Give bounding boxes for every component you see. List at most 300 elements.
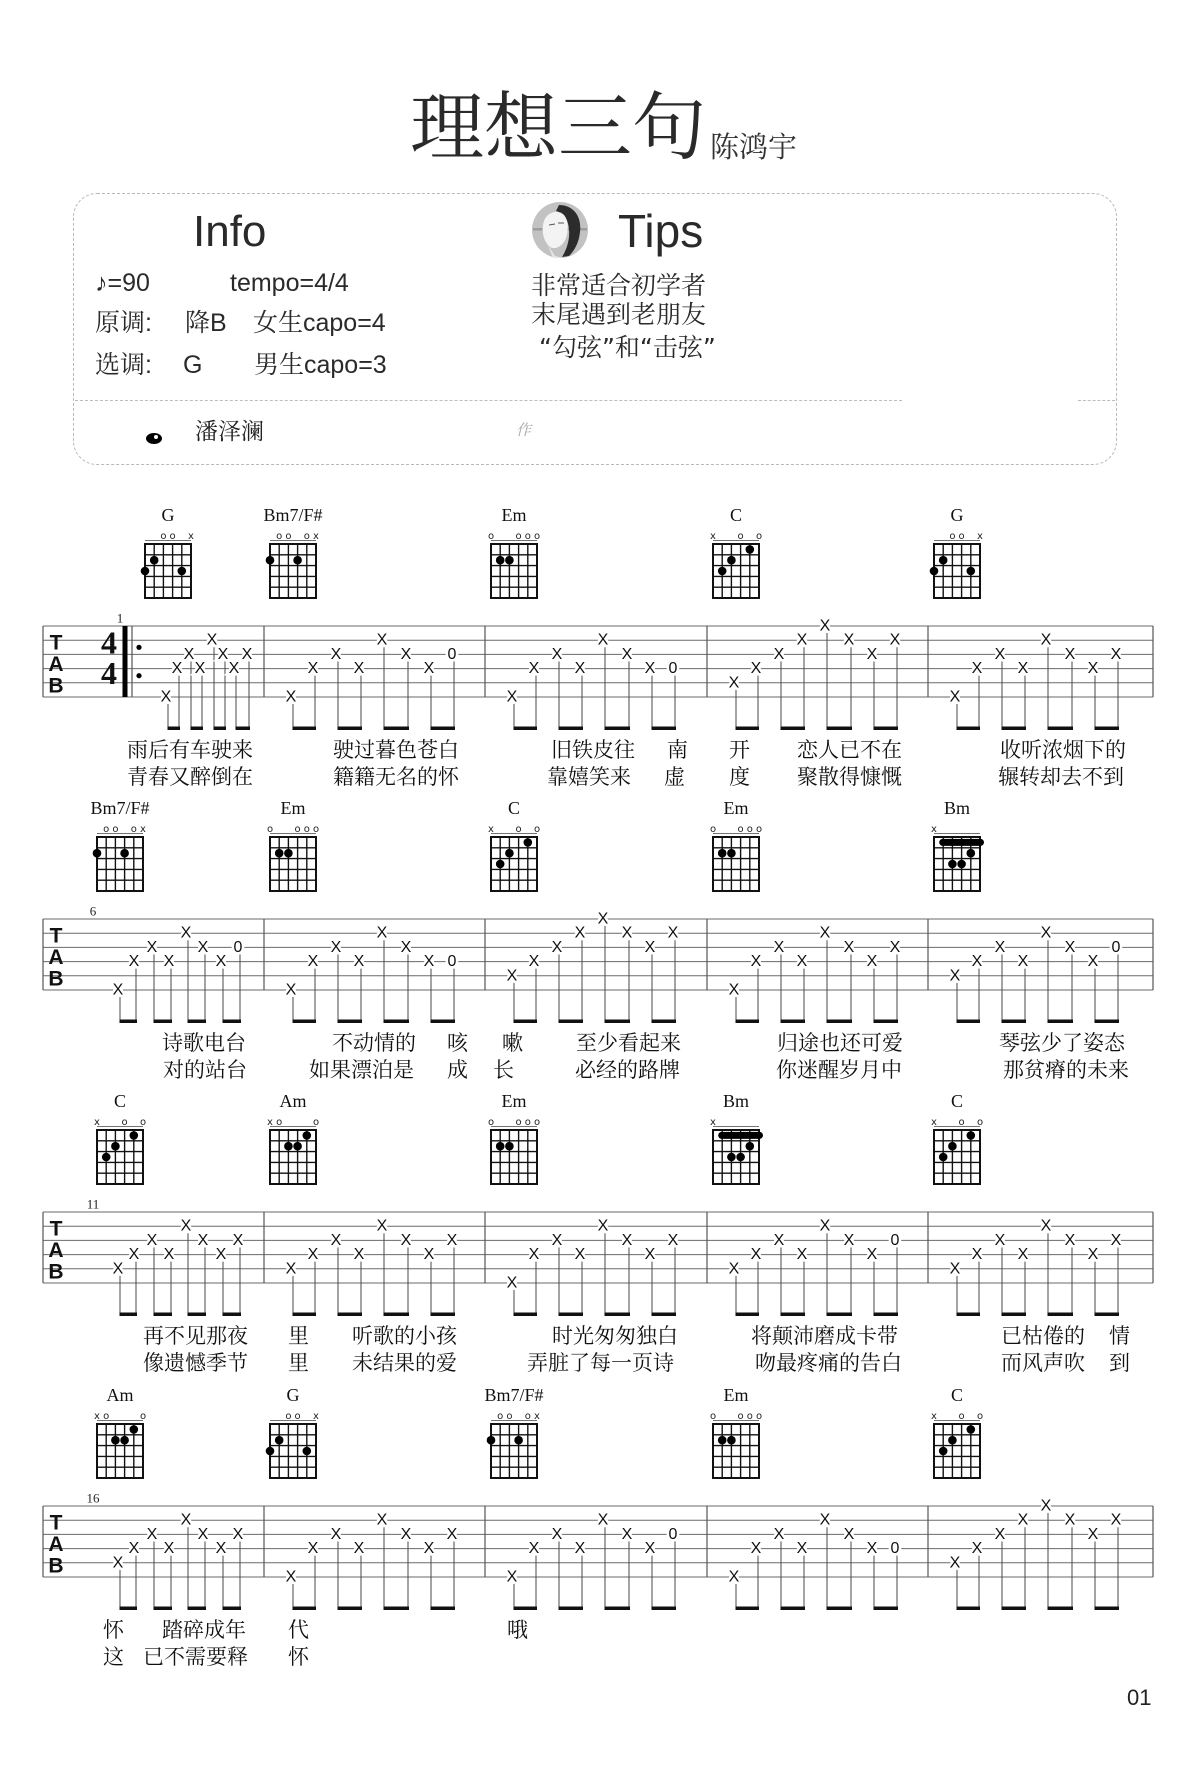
muted-note: X bbox=[506, 1568, 518, 1586]
lyric-text: 听歌的小孩 bbox=[352, 1324, 457, 1348]
muted-note: X bbox=[376, 1217, 388, 1235]
original-key-value: 降B bbox=[185, 309, 227, 337]
open-string-marker: o bbox=[169, 531, 176, 542]
muted-note: X bbox=[215, 953, 227, 971]
muted-note: X bbox=[971, 953, 983, 971]
eighth-beam bbox=[652, 1607, 677, 1611]
open-string-note: 0 bbox=[668, 1525, 678, 1543]
tab-clef: A bbox=[48, 946, 64, 969]
muted-note: X bbox=[163, 953, 175, 971]
tips-heading: Tips bbox=[618, 205, 704, 257]
chord-name: C bbox=[729, 505, 743, 525]
muted-note: X bbox=[232, 1231, 244, 1249]
chord-name: C bbox=[950, 1385, 964, 1405]
eighth-beam bbox=[191, 727, 204, 731]
eighth-beam bbox=[338, 1020, 363, 1024]
lyric-text: 嗽 bbox=[502, 1031, 523, 1055]
muted-string-marker: x bbox=[313, 531, 319, 542]
muted-note: X bbox=[1040, 1497, 1052, 1515]
finger-dot bbox=[718, 567, 727, 576]
eighth-beam bbox=[188, 1607, 207, 1611]
measure bbox=[90, 798, 242, 1023]
signature-mark: 作 bbox=[516, 422, 532, 439]
chord-diagram bbox=[488, 531, 540, 598]
finger-dot bbox=[727, 1153, 736, 1162]
muted-string-marker: x bbox=[931, 1411, 937, 1422]
open-string-note: 0 bbox=[1111, 938, 1121, 956]
muted-note: X bbox=[197, 1231, 209, 1249]
muted-note: X bbox=[112, 1554, 124, 1572]
muted-note: X bbox=[1087, 1525, 1099, 1543]
chord-diagram bbox=[141, 531, 194, 598]
muted-note: X bbox=[843, 631, 855, 649]
time-signature: 4 bbox=[101, 624, 117, 661]
lyric-text: 辗转却去不到 bbox=[998, 765, 1124, 789]
chord-diagram bbox=[267, 824, 319, 891]
eighth-beam bbox=[384, 727, 410, 731]
eighth-beam bbox=[1002, 727, 1027, 731]
muted-note: X bbox=[949, 688, 961, 706]
chord-diagram bbox=[710, 1411, 762, 1478]
eighth-beam bbox=[652, 727, 677, 731]
eighth-beam bbox=[957, 1607, 981, 1611]
chord-diagram bbox=[488, 1117, 540, 1184]
muted-note: X bbox=[241, 645, 253, 663]
finger-dot bbox=[948, 860, 957, 869]
muted-note: X bbox=[163, 1540, 175, 1558]
muted-string-marker: x bbox=[313, 1411, 319, 1422]
muted-note: X bbox=[446, 1231, 458, 1249]
lyric-text: 再不见那夜 bbox=[143, 1324, 248, 1348]
open-string-marker: o bbox=[755, 824, 763, 835]
muted-note: X bbox=[217, 645, 229, 663]
chord-name: C bbox=[950, 1091, 964, 1111]
muted-note: X bbox=[1110, 1511, 1122, 1529]
eighth-beam bbox=[223, 1020, 242, 1024]
lyric-text: 籍籍无名的怀 bbox=[333, 765, 459, 789]
muted-note: X bbox=[597, 910, 609, 928]
open-string-marker: o bbox=[515, 1117, 522, 1128]
open-string-marker: o bbox=[487, 531, 495, 542]
open-string-marker: o bbox=[746, 1411, 753, 1422]
eighth-beam bbox=[1002, 1020, 1027, 1024]
open-string-marker: o bbox=[139, 1117, 147, 1128]
open-string-marker: o bbox=[524, 531, 531, 542]
muted-note: X bbox=[843, 938, 855, 956]
muted-note: X bbox=[773, 1525, 785, 1543]
muted-note: X bbox=[1064, 1231, 1076, 1249]
muted-note: X bbox=[597, 1511, 609, 1529]
open-string-marker: o bbox=[737, 531, 744, 542]
muted-note: X bbox=[728, 1260, 740, 1278]
muted-note: X bbox=[400, 1231, 412, 1249]
lyric-text: 情 bbox=[1109, 1324, 1130, 1348]
muted-note: X bbox=[330, 1231, 342, 1249]
muted-note: X bbox=[1064, 645, 1076, 663]
muted-note: X bbox=[163, 1246, 175, 1264]
finger-dot bbox=[487, 1436, 496, 1445]
finger-dot bbox=[93, 849, 102, 858]
eighth-beam bbox=[1048, 1313, 1074, 1317]
muted-note: X bbox=[194, 660, 206, 678]
lyric-text: 诗歌电台 bbox=[162, 1031, 246, 1055]
tab-system bbox=[43, 505, 1153, 789]
measure bbox=[710, 1091, 900, 1316]
muted-string-marker: x bbox=[140, 824, 146, 835]
lyric-text: 琴弦少了姿态 bbox=[999, 1031, 1125, 1055]
lyric-text: 雨后有车驶来 bbox=[127, 738, 253, 762]
lyric-text: 未结果的爱 bbox=[352, 1351, 457, 1375]
eighth-beam bbox=[736, 1020, 760, 1024]
muted-note: X bbox=[423, 1246, 435, 1264]
open-string-note: 0 bbox=[447, 645, 457, 663]
eighth-beam bbox=[957, 727, 981, 731]
muted-note: X bbox=[750, 660, 762, 678]
muted-note: X bbox=[232, 1525, 244, 1543]
finger-dot bbox=[496, 860, 505, 869]
muted-note: X bbox=[400, 645, 412, 663]
muted-note: X bbox=[1017, 1246, 1029, 1264]
measure bbox=[931, 1091, 1122, 1316]
muted-string-marker: x bbox=[488, 824, 494, 835]
artist-name: 陈鸿宇 bbox=[710, 130, 798, 164]
measure bbox=[94, 1385, 244, 1610]
muted-note: X bbox=[949, 1554, 961, 1572]
muted-note: X bbox=[1040, 924, 1052, 942]
lyric-text: 弄脏了每一页诗 bbox=[527, 1351, 674, 1375]
eighth-beam bbox=[605, 1020, 631, 1024]
muted-note: X bbox=[446, 1525, 458, 1543]
muted-string-marker: x bbox=[931, 824, 937, 835]
lyric-text: 虚 bbox=[664, 765, 685, 789]
muted-note: X bbox=[866, 645, 878, 663]
muted-note: X bbox=[971, 1246, 983, 1264]
lyric-text: 那贫瘠的未来 bbox=[1003, 1058, 1129, 1082]
eighth-beam bbox=[154, 1607, 173, 1611]
fretboard-frame bbox=[491, 1424, 537, 1478]
open-string-marker: o bbox=[139, 1411, 147, 1422]
chord-diagram bbox=[94, 1411, 146, 1478]
lyric-text: 收听浓烟下的 bbox=[1000, 738, 1126, 762]
lyric-text: 将颠沛磨成卡带 bbox=[751, 1324, 898, 1348]
eighth-beam bbox=[223, 1607, 242, 1611]
muted-note: X bbox=[551, 645, 563, 663]
fretboard-frame bbox=[270, 544, 316, 598]
eighth-beam bbox=[652, 1313, 677, 1317]
muted-note: X bbox=[171, 660, 183, 678]
muted-note: X bbox=[551, 1525, 563, 1543]
lyric-text: 南 bbox=[667, 738, 688, 762]
muted-note: X bbox=[994, 645, 1006, 663]
lyric-text: 靠嬉笑来 bbox=[547, 765, 631, 789]
eighth-beam bbox=[1095, 727, 1120, 731]
muted-note: X bbox=[330, 938, 342, 956]
muted-note: X bbox=[160, 688, 172, 706]
muted-note: X bbox=[307, 1540, 319, 1558]
eighth-beam bbox=[827, 1020, 853, 1024]
repeat-start-bar bbox=[123, 626, 128, 697]
measure bbox=[488, 1091, 679, 1316]
female-capo-value: 女生capo=4 bbox=[253, 309, 386, 337]
finger-dot bbox=[266, 556, 275, 565]
repeat-dot bbox=[136, 645, 141, 650]
open-string-marker: o bbox=[303, 531, 310, 542]
eighth-beam bbox=[384, 1607, 410, 1611]
finger-dot bbox=[930, 567, 939, 576]
muted-note: X bbox=[621, 1231, 633, 1249]
lyric-text: 这 bbox=[103, 1645, 124, 1669]
eighth-beam bbox=[1095, 1607, 1120, 1611]
chord-name: G bbox=[286, 1385, 300, 1405]
muted-note: X bbox=[574, 660, 586, 678]
chord-diagram bbox=[930, 531, 983, 598]
muted-note: X bbox=[728, 981, 740, 999]
muted-note: X bbox=[215, 1540, 227, 1558]
finger-dot bbox=[957, 860, 966, 869]
lyric-text: 代 bbox=[288, 1618, 309, 1642]
muted-note: X bbox=[644, 1246, 656, 1264]
muted-note: X bbox=[819, 1217, 831, 1235]
open-string-marker: o bbox=[103, 1411, 110, 1422]
open-string-marker: o bbox=[533, 1117, 541, 1128]
barre bbox=[718, 1132, 763, 1139]
muted-note: X bbox=[128, 1246, 140, 1264]
chord-diagram bbox=[710, 531, 762, 598]
muted-note: X bbox=[183, 645, 195, 663]
muted-note: X bbox=[750, 953, 762, 971]
muted-note: X bbox=[528, 660, 540, 678]
lyric-text: 怀 bbox=[103, 1618, 124, 1642]
eighth-beam bbox=[1048, 727, 1074, 731]
page-number: 01 bbox=[1127, 1685, 1152, 1710]
muted-note: X bbox=[528, 1540, 540, 1558]
muted-note: X bbox=[506, 1274, 518, 1292]
eighth-beam bbox=[188, 1020, 207, 1024]
open-string-marker: o bbox=[737, 1411, 744, 1422]
selected-key-label: 选调: bbox=[95, 351, 152, 379]
muted-note: X bbox=[146, 1231, 158, 1249]
muted-string-marker: x bbox=[94, 1117, 100, 1128]
eighth-beam bbox=[736, 1607, 760, 1611]
lyric-text: 像遗憾季节 bbox=[143, 1351, 248, 1375]
open-string-marker: o bbox=[121, 1117, 128, 1128]
finger-dot bbox=[524, 838, 533, 847]
eighth-beam bbox=[236, 727, 251, 731]
open-string-marker: o bbox=[130, 824, 137, 835]
chord-diagram bbox=[266, 531, 319, 598]
muted-note: X bbox=[376, 924, 388, 942]
finger-dot bbox=[130, 1131, 139, 1140]
open-string-marker: o bbox=[276, 1117, 283, 1128]
open-string-marker: o bbox=[294, 1411, 301, 1422]
muted-note: X bbox=[866, 953, 878, 971]
muted-note: X bbox=[949, 967, 961, 985]
muted-string-marker: x bbox=[710, 531, 716, 542]
lyric-text: 度 bbox=[729, 765, 750, 789]
finger-dot bbox=[939, 1447, 948, 1456]
measure bbox=[488, 798, 679, 1023]
lyric-text: 吻最疼痛的告白 bbox=[755, 1351, 902, 1375]
muted-string-marker: x bbox=[188, 531, 194, 542]
muted-note: X bbox=[1087, 1246, 1099, 1264]
muted-note: X bbox=[773, 938, 785, 956]
finger-dot bbox=[111, 1142, 120, 1151]
muted-note: X bbox=[528, 953, 540, 971]
eighth-beam bbox=[214, 727, 227, 731]
lyric-text: 已不需要释 bbox=[143, 1645, 248, 1669]
eighth-beam bbox=[1048, 1020, 1074, 1024]
eighth-beam bbox=[605, 1313, 631, 1317]
chord-name: Bm bbox=[943, 798, 971, 818]
muted-note: X bbox=[621, 1525, 633, 1543]
lyric-text: 必经的路牌 bbox=[575, 1058, 680, 1082]
eighth-beam bbox=[120, 1607, 138, 1611]
finger-dot bbox=[967, 849, 976, 858]
tab-clef: T bbox=[49, 631, 63, 655]
muted-note: X bbox=[285, 1260, 297, 1278]
open-string-marker: o bbox=[709, 824, 717, 835]
muted-note: X bbox=[644, 660, 656, 678]
eighth-beam bbox=[827, 727, 853, 731]
muted-note: X bbox=[866, 1246, 878, 1264]
lyric-text: 里 bbox=[288, 1351, 309, 1375]
muted-note: X bbox=[112, 981, 124, 999]
eighth-beam bbox=[874, 1607, 899, 1611]
finger-dot bbox=[284, 1142, 293, 1151]
muted-note: X bbox=[1017, 1511, 1029, 1529]
measure bbox=[931, 798, 1121, 1023]
eighth-beam bbox=[1095, 1313, 1120, 1317]
chord-name: C bbox=[113, 1091, 127, 1111]
tab-clef: A bbox=[48, 653, 64, 676]
finger-dot bbox=[727, 1436, 736, 1445]
eighth-beam bbox=[154, 1020, 173, 1024]
eighth-beam bbox=[293, 1607, 317, 1611]
tab-system bbox=[43, 1385, 1153, 1669]
measure bbox=[266, 1385, 458, 1610]
muted-note: X bbox=[949, 1260, 961, 1278]
measure-number: 1 bbox=[116, 610, 124, 626]
lyric-text: 成 bbox=[447, 1058, 468, 1082]
muted-note: X bbox=[819, 1511, 831, 1529]
lyric-text: 已枯倦的 bbox=[1001, 1324, 1085, 1348]
muted-note: X bbox=[773, 1231, 785, 1249]
muted-note: X bbox=[796, 953, 808, 971]
finger-dot bbox=[505, 556, 514, 565]
lyric-text: 长 bbox=[493, 1058, 514, 1082]
finger-dot bbox=[150, 556, 159, 565]
chord-name: Em bbox=[723, 798, 749, 818]
eighth-beam bbox=[338, 727, 363, 731]
eighth-beam bbox=[874, 727, 899, 731]
eighth-beam bbox=[431, 1607, 456, 1611]
eighth-beam bbox=[781, 727, 806, 731]
tab-clef: A bbox=[48, 1239, 64, 1262]
eighth-beam bbox=[154, 1313, 173, 1317]
lyric-text: 聚散得慷慨 bbox=[797, 765, 902, 789]
tab-clef: T bbox=[49, 924, 63, 948]
muted-note: X bbox=[889, 631, 901, 649]
open-string-marker: o bbox=[312, 824, 320, 835]
muted-note: X bbox=[597, 1217, 609, 1235]
eighth-beam bbox=[559, 1607, 584, 1611]
finger-dot bbox=[130, 1425, 139, 1434]
muted-note: X bbox=[228, 660, 240, 678]
tempo-value: ♪=90 bbox=[95, 269, 150, 297]
measure-number: 11 bbox=[86, 1196, 100, 1212]
chord-diagram bbox=[266, 1411, 319, 1478]
finger-dot bbox=[939, 556, 948, 565]
eighth-beam bbox=[827, 1607, 853, 1611]
eighth-beam bbox=[1095, 1020, 1120, 1024]
eighth-beam bbox=[384, 1020, 410, 1024]
measure bbox=[141, 505, 253, 730]
measure bbox=[267, 1091, 458, 1316]
eighth-beam bbox=[188, 1313, 207, 1317]
muted-note: X bbox=[215, 1246, 227, 1264]
muted-note: X bbox=[819, 924, 831, 942]
chord-diagram bbox=[267, 1117, 319, 1184]
open-string-marker: o bbox=[524, 1117, 531, 1128]
chord-diagram bbox=[710, 824, 762, 891]
muted-note: X bbox=[506, 967, 518, 985]
measure bbox=[710, 505, 901, 730]
tab-clef: B bbox=[48, 967, 64, 991]
finger-dot bbox=[496, 556, 505, 565]
open-string-marker: o bbox=[285, 531, 292, 542]
measure-number: 6 bbox=[89, 903, 97, 919]
fretboard-frame bbox=[713, 1424, 759, 1478]
chord-diagram bbox=[931, 1117, 983, 1184]
finger-dot bbox=[266, 1447, 275, 1456]
finger-dot bbox=[303, 1131, 312, 1140]
muted-note: X bbox=[353, 1246, 365, 1264]
lyric-text: 怀 bbox=[288, 1645, 309, 1669]
open-string-marker: o bbox=[976, 1117, 984, 1128]
open-string-marker: o bbox=[312, 1117, 320, 1128]
eighth-beam bbox=[514, 1313, 538, 1317]
lyric-text: 对的站台 bbox=[163, 1058, 247, 1082]
open-string-marker: o bbox=[303, 824, 310, 835]
author-name: 潘泽澜 bbox=[195, 419, 264, 445]
muted-string-marker: x bbox=[94, 1411, 100, 1422]
original-key-label: 原调: bbox=[95, 309, 152, 337]
muted-note: X bbox=[621, 645, 633, 663]
muted-note: X bbox=[206, 631, 218, 649]
muted-note: X bbox=[180, 924, 192, 942]
open-string-marker: o bbox=[755, 1411, 763, 1422]
muted-note: X bbox=[146, 938, 158, 956]
muted-note: X bbox=[423, 1540, 435, 1558]
eighth-beam bbox=[559, 1313, 584, 1317]
eighth-beam bbox=[736, 727, 760, 731]
muted-note: X bbox=[971, 1540, 983, 1558]
selected-key-value: G bbox=[183, 351, 203, 379]
lyric-text: 至少看起来 bbox=[576, 1031, 681, 1055]
measure bbox=[267, 798, 457, 1023]
finger-dot bbox=[505, 849, 514, 858]
chord-name: Em bbox=[280, 798, 306, 818]
eighth-beam bbox=[431, 727, 456, 731]
chord-name: G bbox=[950, 505, 964, 525]
chord-name: Bm7/F# bbox=[90, 798, 150, 818]
eighth-beam bbox=[957, 1020, 981, 1024]
muted-note: X bbox=[400, 1525, 412, 1543]
muted-note: X bbox=[1110, 645, 1122, 663]
finger-dot bbox=[939, 1153, 948, 1162]
tab-clef: B bbox=[48, 1260, 64, 1284]
song-title: 理想三句 bbox=[410, 85, 706, 171]
